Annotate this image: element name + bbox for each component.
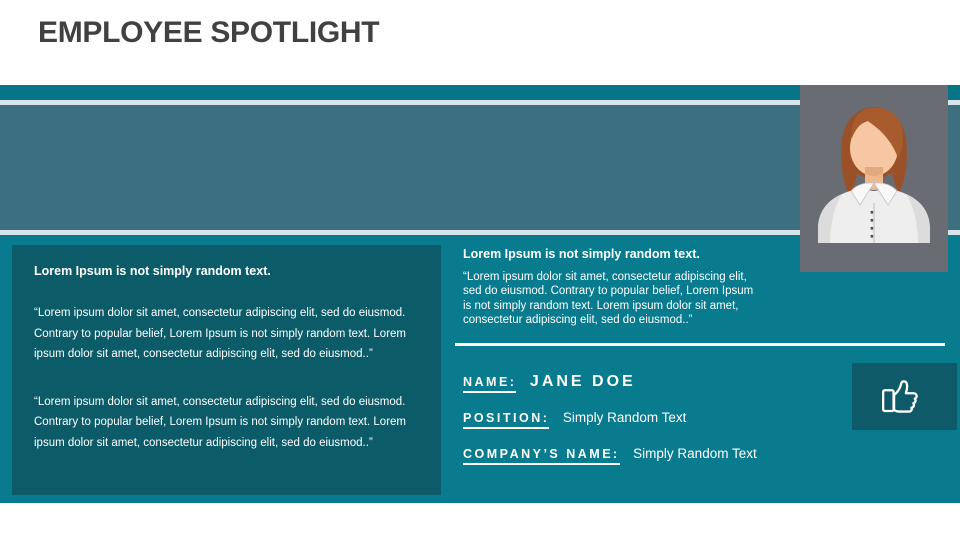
position-label: POSITION: xyxy=(463,411,549,429)
left-panel-quote-1: “Lorem ipsum dolor sit amet, consectetur adipiscing elit, sed do eiusmod. Contrary to popular belief, Lorem Ipsum is not simply random text. Lorem ipsum dolor sit amet, consectetur adipiscing elit, sed do eiusmod..” xyxy=(34,307,406,360)
divider-line xyxy=(455,343,945,346)
field-position xyxy=(463,409,686,429)
left-panel-quote-2: “Lorem ipsum dolor sit amet, consectetur adipiscing elit, sed do eiusmod. Contrary to popular belief, Lorem Ipsum is not simply random text. Lorem ipsum dolor sit amet, consectetur adipiscing elit, sed do eiusmod..” xyxy=(34,395,406,449)
name-label: NAME: xyxy=(463,375,516,393)
left-text-panel xyxy=(12,245,441,495)
employee-photo xyxy=(800,85,948,272)
thumbs-up-icon xyxy=(879,375,931,419)
field-company-name xyxy=(463,445,757,465)
thumbs-up-badge xyxy=(852,363,957,430)
field-name xyxy=(463,373,636,393)
position-value: Simply Random Text xyxy=(562,410,687,425)
page-title: EMPLOYEE SPOTLIGHT xyxy=(38,16,380,49)
right-panel-heading: Lorem Ipsum is not simply random text. xyxy=(463,247,700,261)
company-name-value: Simply Random Text xyxy=(633,446,757,461)
company-name-label: COMPANY’S NAME: xyxy=(463,447,620,465)
right-text-panel xyxy=(463,247,758,328)
name-value: JANE DOE xyxy=(529,373,636,390)
left-panel-heading: Lorem Ipsum is not simply random text. xyxy=(34,264,271,278)
right-panel-quote: “Lorem ipsum dolor sit amet, consectetur adipiscing elit, sed do eiusmod. Contrary to popular belief, Lorem Ipsum is not simply random text. Lorem ipsum dolor sit amet, consectetur adipiscing elit, sed do eiusmod..” xyxy=(463,271,754,327)
woman-avatar-illustration xyxy=(800,85,948,272)
